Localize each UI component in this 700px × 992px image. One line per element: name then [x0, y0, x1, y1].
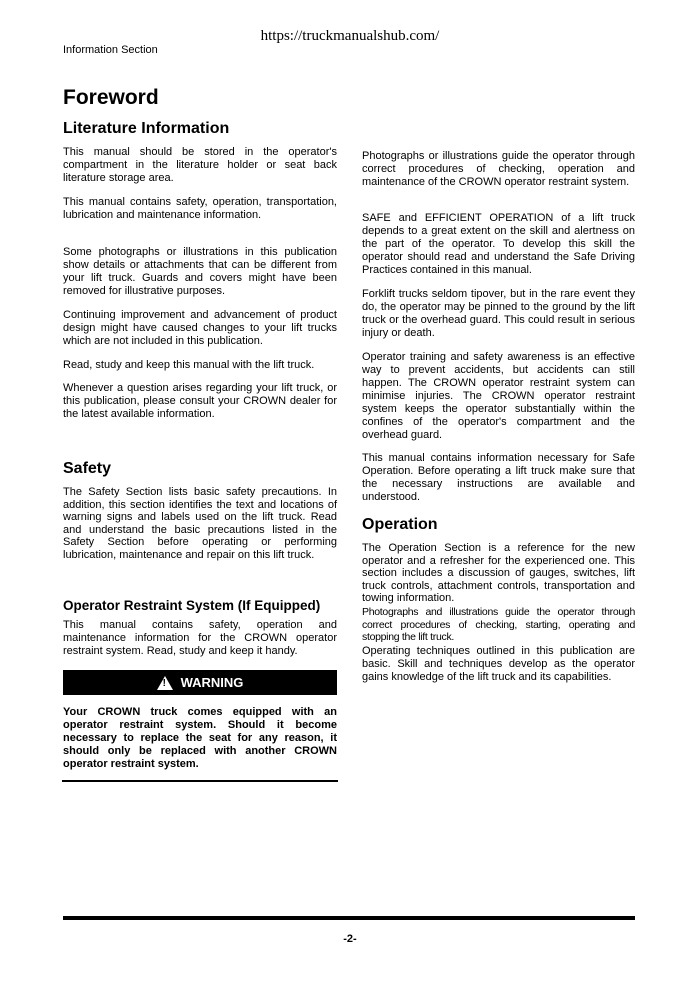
right-paragraph: Forklift trucks seldom tipover, but in the rare event they do, the operator may be pinned to the ground by the lift truck or the overhead guard. This could result in serious injury or death.	[362, 288, 635, 339]
page-title: Foreword	[63, 86, 159, 109]
warning-text: Your CROWN truck comes equipped with an operator restraint system. Should it become necessary to replace the seat for any reason, it should only be replaced with another CROWN operator restraint system.	[63, 706, 337, 770]
literature-paragraph: Whenever a question arises regarding your lift truck, or this publication, please consult your CROWN dealer for the latest available information.	[63, 382, 337, 420]
right-paragraph: SAFE and EFFICIENT OPERATION of a lift truck depends to a great extent on the skill and alertness on the part of the operator. To develop this skill the operator should read and understand the Safe Driving Practices contained in this manual.	[362, 212, 635, 276]
literature-paragraph: This manual should be stored in the operator's compartment in the literature holder or seat back literature storage area.	[63, 146, 337, 184]
page-number: -2-	[343, 933, 357, 945]
literature-paragraph: Read, study and keep this manual with the lift truck.	[63, 359, 315, 371]
warning-label: WARNING	[180, 675, 244, 690]
restraint-paragraph: This manual contains safety, operation and maintenance information for the CROWN operator restraint system. Read, study and keep it handy.	[63, 619, 337, 657]
literature-paragraph: This manual contains safety, operation, transportation, lubrication and maintenance information.	[63, 196, 337, 221]
footer-rule	[63, 916, 635, 920]
right-paragraph: This manual contains information necessary for Safe Operation. Before operating a lift truck make sure that the necessary instructions are available and understood.	[362, 452, 635, 503]
right-paragraph: Photographs or illustrations guide the operator through correct procedures of checking, operation and maintenance of the CROWN operator restraint system.	[362, 150, 635, 188]
restraint-heading: Operator Restraint System (If Equipped)	[63, 598, 321, 613]
section-label: Information Section	[63, 44, 158, 56]
safety-paragraph: The Safety Section lists basic safety precautions. In addition, this section identifies the text and locations of warning signs and labels used on the lift truck. Read and understand the basic precautions listed in the Safety Section before operating or performing lubrication, maintenance and repair on this lift truck.	[63, 486, 337, 561]
header-url: https://truckmanualshub.com/	[260, 28, 440, 44]
warning-banner	[63, 670, 337, 695]
operation-paragraph: Photographs and illustrations guide the operator through correct procedures of checking, starting, operating and stopping the lift truck.	[362, 606, 635, 643]
literature-paragraph: Some photographs or illustrations in this publication show details or attachments that can be different from your lift truck. Guards and covers might have been removed for illustrative purposes.	[63, 246, 337, 297]
literature-paragraph: Continuing improvement and advancement of product design might have caused changes to your lift trucks which are not included in this publication.	[63, 309, 337, 347]
safety-heading: Safety	[63, 460, 112, 477]
right-paragraph: Operator training and safety awareness is an effective way to prevent accidents, but accidents can still happen. The CROWN operator restraint system can minimise injuries. The CROWN operator restraint system keeps the operator substantially within the confines of the operator's compartment and the overhead guard.	[362, 351, 635, 441]
operation-paragraph: Operating techniques outlined in this publication are basic. Skill and techniques develop as the operator gains knowledge of the lift truck and its capabilities.	[362, 645, 635, 683]
warning-triangle-icon: !	[157, 676, 173, 690]
literature-heading: Literature Information	[63, 120, 230, 137]
warning-rule	[62, 780, 338, 782]
operation-heading: Operation	[362, 516, 438, 533]
operation-paragraph: The Operation Section is a reference for the new operator and a refresher for the experienced one. This section includes a discussion of gauges, switches, lift truck controls, attachment controls, transportation and towing information.	[362, 542, 635, 604]
